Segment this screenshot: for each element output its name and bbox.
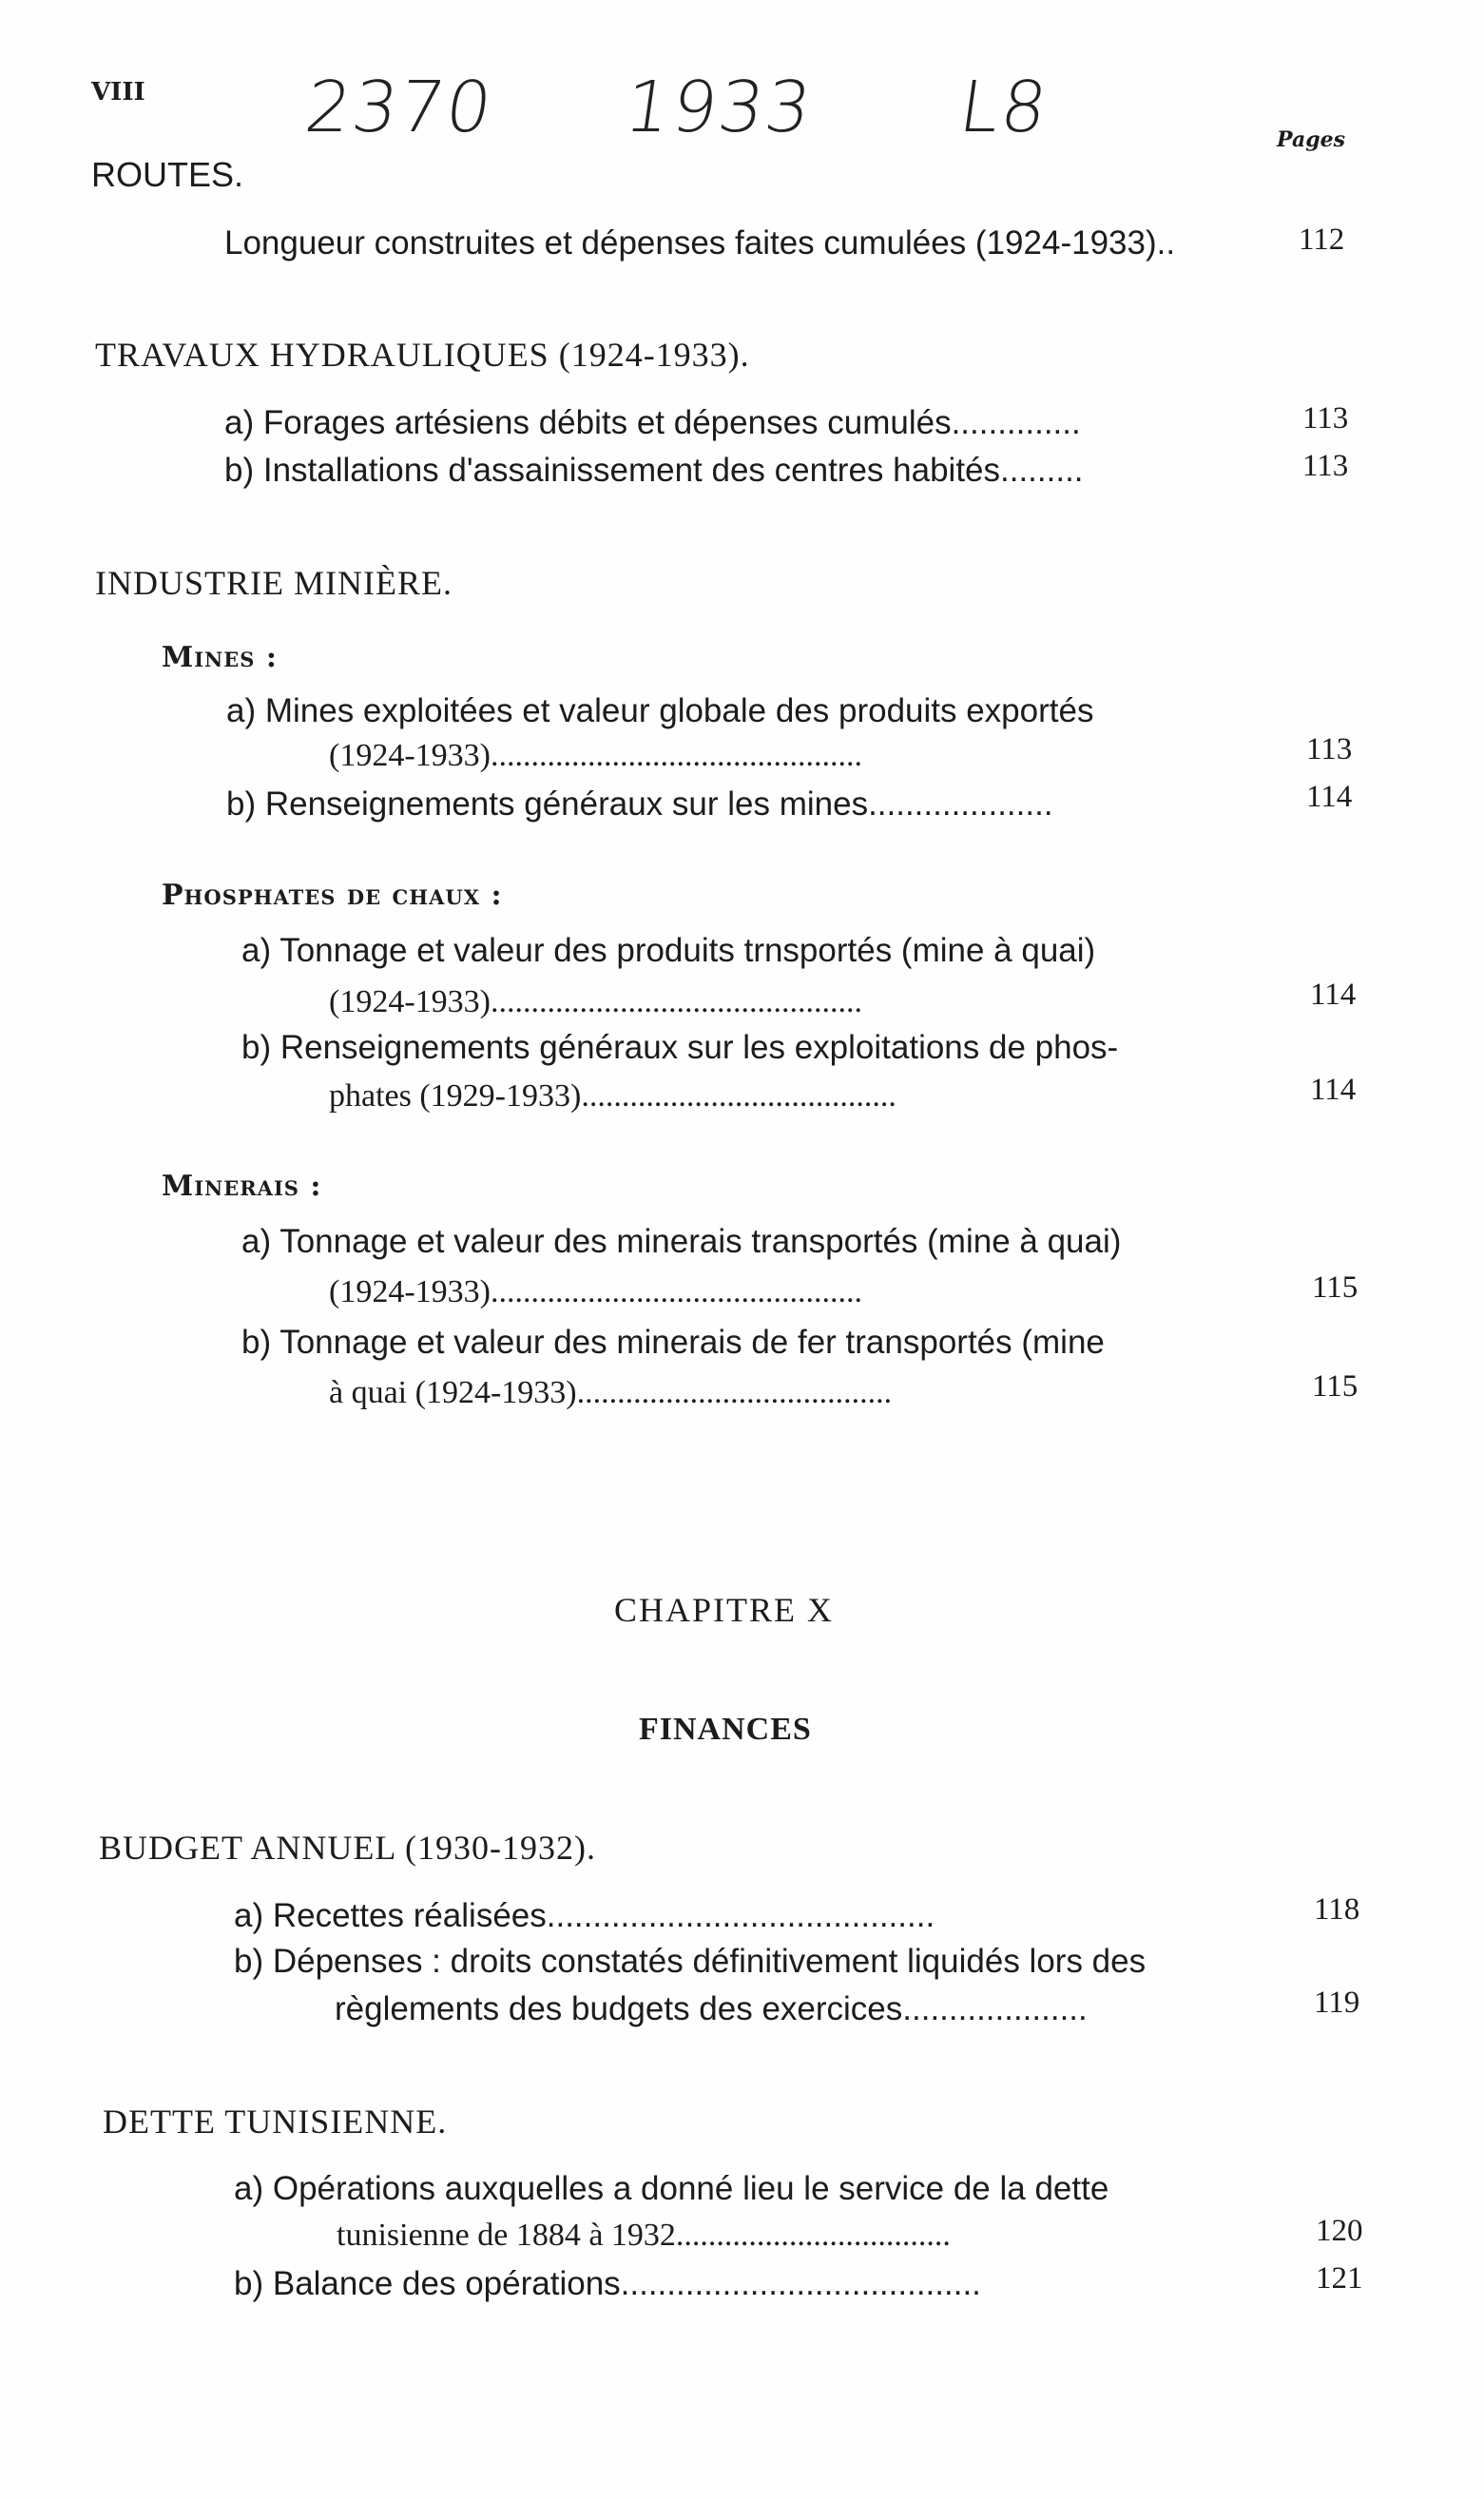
toc-entry-page: 113	[1302, 401, 1349, 436]
toc-entry-text: à quai (1924-1933).......................................	[329, 1375, 893, 1410]
toc-entry-text: a) Mines exploitées et valeur globale des produits exportés	[226, 692, 1094, 729]
subsection-title-minerais: Minerais :	[162, 1170, 322, 1203]
toc-entry-page: 114	[1310, 978, 1357, 1012]
toc-entry-text: règlements des budgets des exercices....................	[335, 1990, 1088, 2027]
toc-entry-text: (1924-1933)..............................................	[329, 984, 862, 1019]
toc-entry-text: a) Tonnage et valeur des minerais transportés (mine à quai)	[241, 1223, 1122, 1260]
toc-entry-text: b) Dépenses : droits constatés définitivement liquidés lors des	[234, 1943, 1147, 1980]
toc-entry-page: 121	[1316, 2261, 1363, 2296]
chapter-label: CHAPITRE X	[614, 1591, 835, 1629]
toc-entry-text: Longueur construites et dépenses faites cumulées (1924-1933)..	[224, 224, 1176, 262]
section-title-routes: ROUTES.	[91, 155, 244, 194]
toc-entry-page: 113	[1306, 732, 1353, 766]
toc-entry-text: a) Tonnage et valeur des produits trnsportés (mine à quai)	[241, 932, 1096, 969]
toc-entry-text: (1924-1933)..............................................	[329, 738, 862, 773]
toc-entry-text: b) Balance des opérations.......................................	[234, 2265, 981, 2302]
section-title-industrie: INDUSTRIE MINIÈRE.	[95, 564, 453, 602]
toc-entry-text: b) Renseignements généraux sur les exploitations de phos-	[241, 1029, 1119, 1066]
toc-entry-text: b) Renseignements généraux sur les mines....................	[226, 785, 1053, 823]
section-title-budget: BUDGET ANNUEL (1930-1932).	[99, 1829, 596, 1867]
toc-entry-text: tunisienne de 1884 à 1932..................................	[337, 2218, 951, 2253]
toc-entry-text: b) Tonnage et valeur des minerais de fer transportés (mine	[241, 1324, 1105, 1361]
toc-entry-page: 115	[1312, 1369, 1359, 1404]
handwritten-note-1: 2370	[299, 67, 499, 148]
toc-entry-page: 118	[1314, 1892, 1360, 1927]
toc-entry-page: 114	[1310, 1073, 1357, 1107]
toc-entry-page: 115	[1312, 1270, 1359, 1305]
pages-column-label: Pages	[1277, 127, 1345, 152]
handwritten-note-3: L8	[954, 67, 1054, 148]
page-folio: VIII	[91, 78, 145, 107]
toc-entry-text: b) Installations d'assainissement des centres habités.........	[224, 452, 1084, 489]
toc-entry-text: a) Recettes réalisées..........................................	[234, 1897, 935, 1934]
section-title-travaux: TRAVAUX HYDRAULIQUES (1924-1933).	[95, 336, 750, 374]
toc-entry-page: 120	[1316, 2214, 1363, 2248]
handwritten-note-2: 1933	[619, 67, 819, 148]
toc-entry-text: phates (1929-1933).......................................	[329, 1078, 896, 1114]
toc-entry-text: (1924-1933)..............................................	[329, 1274, 862, 1309]
subsection-title-mines: Mines :	[162, 641, 278, 674]
toc-entry-page: 114	[1306, 780, 1353, 814]
subsection-title-phosphates: Phosphates de chaux :	[162, 879, 503, 912]
toc-entry-page: 113	[1302, 449, 1349, 483]
chapter-title: FINANCES	[639, 1712, 812, 1747]
section-title-dette: DETTE TUNISIENNE.	[103, 2103, 448, 2141]
toc-entry-text: a) Forages artésiens débits et dépenses cumulés..............	[224, 404, 1081, 441]
toc-entry-page: 112	[1299, 223, 1345, 257]
toc-entry-page: 119	[1314, 1986, 1360, 2020]
toc-entry-text: a) Opérations auxquelles a donné lieu le service de la dette	[234, 2170, 1109, 2207]
